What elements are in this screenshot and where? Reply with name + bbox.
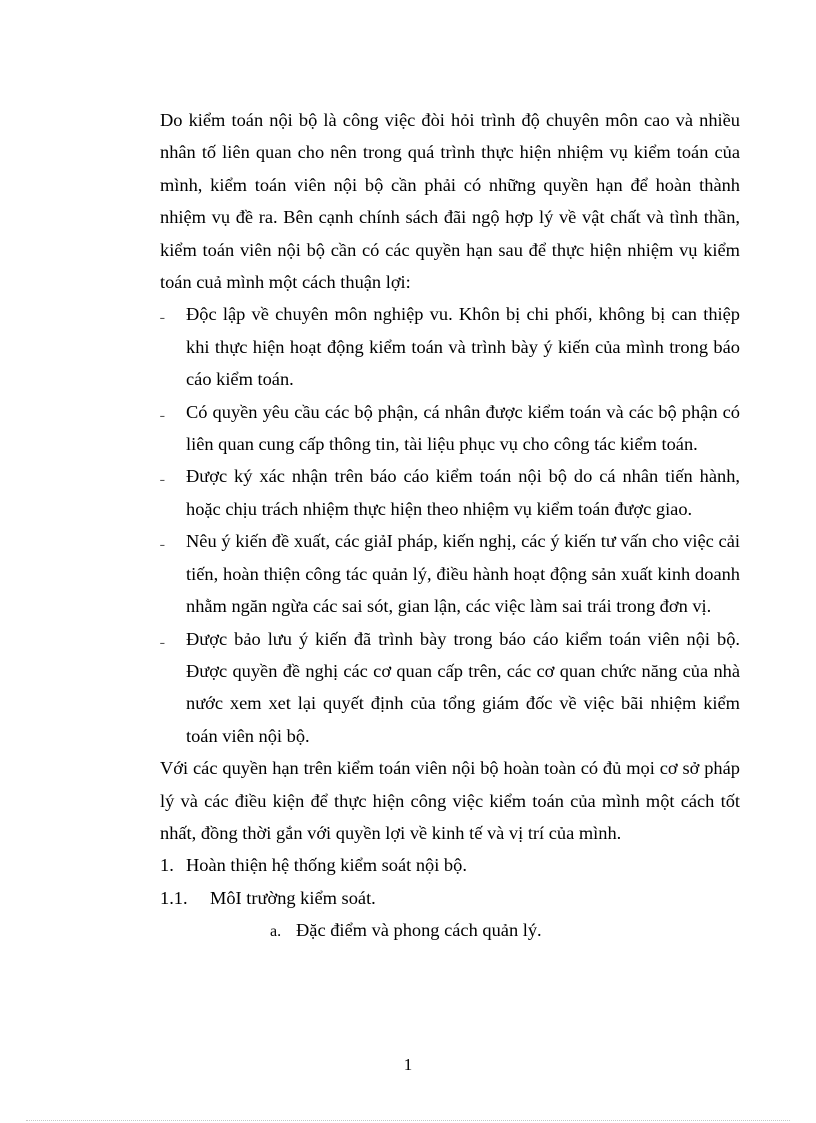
bullet-item	[160, 623, 740, 753]
bullet-item	[160, 460, 740, 525]
bullet-text: Được bảo lưu ý kiến đã trình bày trong báo cáo kiểm toán viên nội bộ. Được quyền đề nghị các cơ quan cấp trên, các cơ quan chức năng của nhà nước xem xet lại quyết định của tổng giám đốc về việc bãi nhiệm kiểm toán viên nội bộ.	[186, 628, 740, 746]
closing-paragraph: Với các quyền hạn trên kiểm toán viên nội bộ hoàn toàn có đủ mọi cơ sở pháp lý và các điều kiện để thực hiện công việc kiểm toán của mình một cách tốt nhất, đồng thời gắn với quyền lợi về kinh tế và vị trí của mình.	[160, 758, 740, 843]
heading-number: a.	[270, 923, 282, 941]
bullet-item	[160, 396, 740, 461]
bullet-text: Có quyền yêu cầu các bộ phận, cá nhân được kiểm toán và các bộ phận có liên quan cung cấp thông tin, tài liệu phục vụ cho công tác kiểm toán.	[186, 401, 740, 455]
bullet-text: Nêu ý kiến đề xuất, các giảI pháp, kiến nghị, các ý kiến tư vấn cho việc cải tiến, hoàn thiện công tác quản lý, điều hành hoạt động sản xuất kinh doanh nhằm ngăn ngừa các sai sót, gian lận, các việc làm sai trái trong đơn vị.	[186, 531, 740, 617]
heading-text: Đặc điểm và phong cách quản lý.	[296, 920, 542, 941]
bullet-dash-icon: ˍ	[160, 306, 165, 322]
section-heading-1-1	[160, 882, 740, 914]
page-content	[160, 104, 740, 949]
bullet-item	[160, 525, 740, 622]
bullet-dash-icon: ˍ	[160, 630, 165, 646]
bullet-dash-icon: ˍ	[160, 403, 165, 419]
bullet-text: Độc lập về chuyên môn nghiệp vu. Khôn bị chi phối, không bị can thiệp khi thực hiện hoạt động kiểm toán và trình bày ý kiến của mình trong báo cáo kiểm toán.	[186, 304, 740, 390]
bullet-item	[160, 298, 740, 395]
page-bottom-divider	[26, 1120, 790, 1121]
bullet-text: Được ký xác nhận trên báo cáo kiểm toán nội bộ do cá nhân tiến hành, hoặc chịu trách nhiệm thực hiện theo nhiệm vụ kiểm toán được giao.	[186, 466, 740, 519]
heading-text: Hoàn thiện hệ thống kiểm soát nội bộ.	[186, 855, 467, 876]
intro-paragraph: Do kiểm toán nội bộ là công việc đòi hỏi trình độ chuyên môn cao và nhiều nhân tố liên quan cho nên trong quá trình thực hiện nhiệm vụ kiểm toán của mình, kiểm toán viên nội bộ cần phải có những quyền hạn để hoàn thành nhiệm vụ đề ra. Bên cạnh chính sách đãi ngộ hợp lý về vật chất và tình thần, kiểm toán viên nội bộ cần có các quyền hạn sau để thực hiện nhiệm vụ kiểm toán cuả mình một cách thuận lợi:	[160, 110, 740, 293]
section-heading-a	[160, 914, 740, 948]
page-number: 1	[403, 1055, 413, 1074]
section-heading-1	[160, 849, 740, 881]
heading-text: MôI trường kiểm soát.	[210, 887, 376, 908]
bullet-dash-icon: ˍ	[160, 533, 165, 549]
heading-number: 1.	[160, 855, 174, 876]
bullet-dash-icon: ˍ	[160, 468, 165, 484]
heading-number: 1.1.	[160, 887, 188, 908]
